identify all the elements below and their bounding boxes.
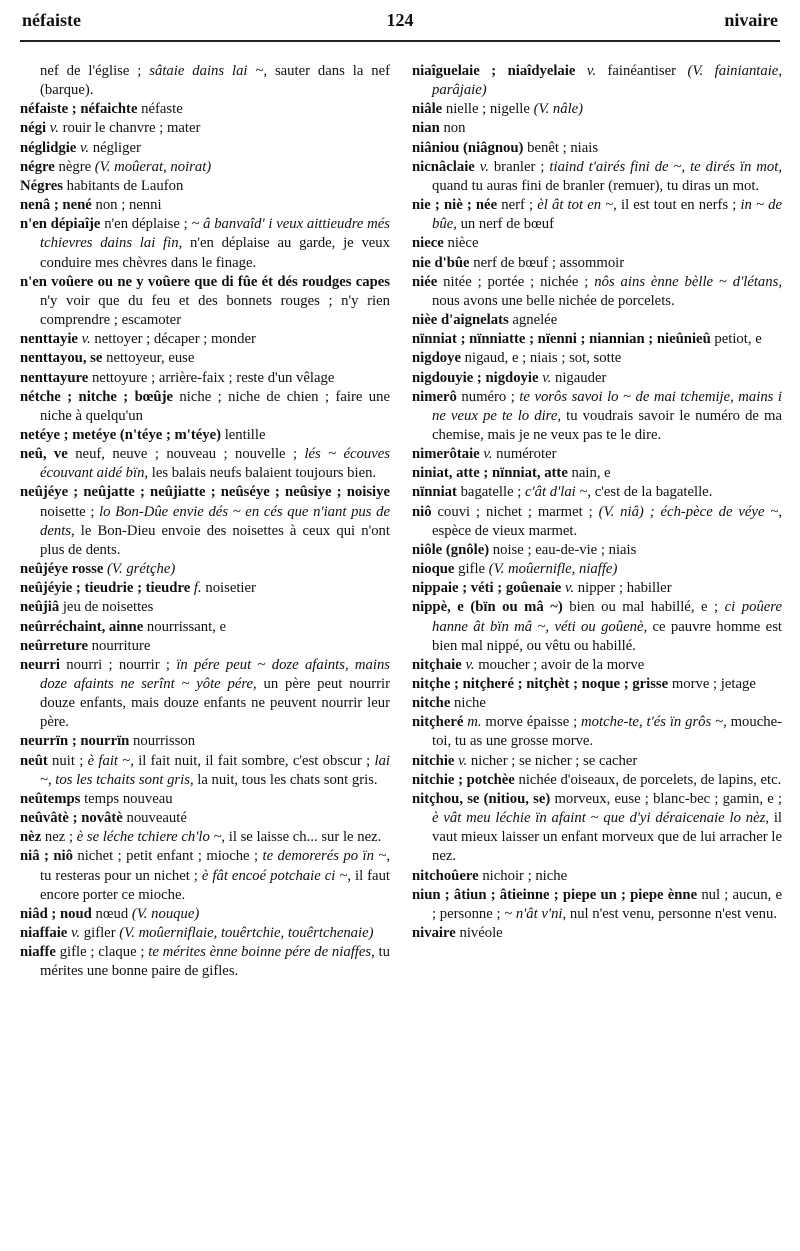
headword: nitçhou, se (nitiou, se)	[412, 790, 551, 807]
definition-text: gifle	[454, 561, 489, 578]
example-text: (V. moûerniflе, niaffe)	[488, 561, 618, 578]
definition-text: , un nerf de bœuf	[453, 216, 554, 233]
definition-text	[575, 63, 587, 79]
definition-text: nez ;	[41, 829, 77, 846]
dictionary-entry	[412, 119, 782, 138]
example-text: f.	[193, 580, 202, 597]
example-text: ~ n'ât v'ni	[504, 905, 563, 922]
headword: nitçhe ; nitçheré ; nitçhèt ; noque ; grisse	[412, 676, 669, 692]
dictionary-entry	[20, 330, 390, 349]
definition-text: morve ; jetage	[668, 676, 756, 692]
dictionary-entry	[412, 234, 782, 253]
definition-text: , nous avons une belle nichée de porcelets.	[432, 273, 783, 309]
headword: netéye ; metéye (n'téye ; m'téye)	[20, 426, 222, 443]
definition-text: nourriture	[87, 637, 151, 654]
example-text: v.	[49, 120, 59, 137]
headword: neû, ve	[20, 446, 68, 463]
example-text: v.	[71, 925, 81, 942]
example-text: lai ~, tos les tchaits sont gris	[40, 752, 390, 788]
dictionary-entry	[412, 445, 782, 464]
definition-text: habitants de Laufon	[62, 177, 184, 194]
headword: niée	[412, 273, 438, 290]
definition-text: noise ; eau-de-vie ; niais	[489, 541, 637, 558]
definition-text: , il se laisse ch... sur le nez.	[221, 829, 382, 846]
headword: niôle (gnôle)	[412, 541, 490, 558]
dictionary-entry	[20, 139, 390, 158]
example-text: è se léche tchiere ch'lo ~	[76, 829, 222, 846]
dictionary-entry	[412, 924, 782, 943]
definition-text: nerf de bœuf ; assommoir	[469, 254, 625, 271]
definition-text: nœud	[91, 905, 132, 922]
definition-text: gifle ; claque ;	[55, 944, 149, 961]
example-text: v.	[458, 752, 468, 769]
headword: neûtemps	[20, 790, 81, 807]
headword: neûjéye ; neûjatte ; neûjiatte ; neûséye ; neûsiye ; noisiye	[20, 484, 390, 501]
dictionary-entry	[20, 426, 390, 445]
definition-text: rouir le chanvre ; mater	[58, 120, 201, 137]
dictionary-entry	[412, 273, 782, 311]
definition-text: nerf ;	[497, 197, 538, 214]
definition-text: niche	[450, 695, 486, 712]
page-number: 124	[386, 10, 414, 30]
headword: nian	[412, 120, 440, 137]
definition-text: numéroter	[492, 446, 557, 463]
definition-text: nipper ; habiller	[574, 580, 672, 597]
definition-text: nigaud, e ; niais ; sot, sotte	[460, 350, 622, 367]
dictionary-entry	[412, 598, 782, 655]
definition-text: , mouche-toi, tu as une grosse morve.	[432, 714, 782, 750]
definition-text: noisetier	[201, 580, 256, 597]
definition-text: n'y voir que du feu et des bonnets rouges ; n'y rien comprendre ; escamoter	[40, 292, 390, 329]
dictionary-entry	[20, 196, 390, 215]
dictionary-entry	[20, 637, 390, 656]
definition-text: nièce	[443, 235, 479, 252]
headword: niâd ; noud	[20, 905, 92, 922]
definition-text: noisette ;	[40, 503, 100, 520]
definition-text: n'en déplaise ;	[100, 216, 192, 233]
definition-text: , sauter dans la nef (barque).	[40, 63, 390, 99]
example-text: v.	[465, 656, 475, 673]
headword: nitchie ; potchèe	[412, 771, 515, 788]
definition-text: nettoyure ; arrière-faix ; reste d'un vêlage	[88, 369, 335, 386]
headword: n'en voûere ou ne y voûere que di fûe ét dés roudges capes	[20, 273, 390, 290]
definition-text: nichée d'oiseaux, de porcelets, de lapins, etc.	[514, 771, 782, 788]
headword: nimerôtaie	[412, 446, 480, 463]
dictionary-entry	[412, 388, 782, 445]
definition-text: nichet ; petit enfant ; mioche ;	[72, 848, 263, 865]
example-text: v.	[79, 139, 90, 156]
definition-text: agnelée	[508, 312, 558, 329]
right-column	[412, 62, 782, 943]
headword: nippè, e (bïn ou mâ ~)	[412, 599, 563, 616]
example-text: lo Bon-Dûe envie dés ~ en cés que n'iant pus de dents	[40, 503, 391, 539]
headword: niâniou (niâgnou)	[412, 139, 524, 156]
headword: néglidgie	[20, 139, 77, 156]
headword: nenttayure	[20, 369, 89, 386]
headword: nie d'bûe	[412, 254, 470, 271]
dictionary-entry	[412, 369, 782, 388]
example-text: te demorerés po ïn ~	[262, 848, 387, 865]
headword: nitche	[412, 695, 451, 712]
example-text: te mérites ènne boinne pére de niaffes	[148, 944, 372, 961]
dictionary-entry	[412, 675, 782, 694]
dictionary-entry	[412, 656, 782, 675]
dictionary-entry	[20, 119, 390, 138]
definition-text: non ; nenni	[91, 197, 162, 214]
example-text: te vorôs savoi lo ~ de mai tchemije, mains i ne veux pe te lo dire	[432, 388, 782, 424]
definition-text: négliger	[89, 139, 141, 156]
definition-text: , un père peut nourrir douze enfants, mais douze enfants ne peuvent nourrir leur père.	[40, 676, 390, 731]
dictionary-entry	[20, 560, 390, 579]
headword: nioque	[412, 561, 455, 578]
example-text: (V. nâle)	[533, 101, 584, 118]
definition-text: lentille	[221, 426, 266, 443]
headword: niô	[412, 503, 432, 520]
headword: Négres	[20, 177, 63, 194]
definition-text: niche ; niche de chien ; faire une niche à quelqu'un	[40, 388, 390, 424]
definition-text: petiot, e	[710, 331, 762, 348]
definition-text: , le Bon-Dieu envoie des noisettes à ceux qui n'ont plus de dents.	[40, 522, 390, 558]
dictionary-entry	[412, 694, 782, 713]
example-text: è vât meu léchie ïn afaint ~ que d'yi déraicenaie lo nèz	[432, 810, 766, 827]
dictionary-entry	[412, 330, 782, 349]
dictionary-entry	[412, 62, 782, 100]
definition-text: nicher ; se nicher ; se cacher	[467, 752, 638, 769]
definition-text: nourri ; nourrir ;	[59, 656, 177, 673]
definition-text: nettoyer ; décaper ; monder	[90, 331, 256, 348]
dictionary-entry	[412, 349, 782, 368]
headword: neûjéyie ; tieudrie ; tieudre	[20, 580, 191, 597]
definition-text: jeu de noisettes	[59, 599, 154, 616]
definition-text: , les balais neufs balaient toujours bien.	[144, 465, 377, 482]
dictionary-entry	[20, 905, 390, 924]
dictionary-entry	[20, 790, 390, 809]
definition-text: , c'est de la bagatelle.	[587, 484, 713, 501]
dictionary-entry	[20, 445, 390, 483]
example-text: v.	[586, 63, 596, 79]
running-header	[22, 10, 778, 36]
example-text: v.	[81, 331, 91, 348]
definition-text: morveux, euse ; blanc-bec ; gamin, e ;	[550, 790, 782, 807]
example-text: in ~ de bûe	[432, 197, 782, 233]
example-text: tiaind t'airés fini de ~, te dirés ïn mot	[549, 158, 779, 175]
dictionary-entry	[20, 579, 390, 598]
headword: nimerô	[412, 388, 457, 405]
definition-text: , il vaut mieux laisser un enfant morveux que de lui arracher le nez.	[432, 810, 782, 865]
headword: niniat, atte ; nïnniat, atte	[412, 465, 568, 482]
example-text: v.	[483, 446, 493, 463]
example-text: (V. fainiantaie, parâjaie)	[432, 63, 782, 99]
definition-text: nourrisson	[129, 733, 196, 750]
dictionary-entry	[412, 886, 782, 924]
example-text: motche-te, t'és ïn grôs ~	[581, 714, 724, 731]
headword: négi	[20, 120, 47, 137]
headword: nigdouyie ; nigdoyie	[412, 369, 539, 386]
headword: nitçheré	[412, 714, 464, 731]
headword: nenttayou, se	[20, 350, 103, 367]
definition-text: bagatelle ;	[456, 484, 526, 501]
dictionary-entry	[412, 158, 782, 196]
headword: nenttayie	[20, 331, 78, 348]
example-text: è fait ~	[87, 752, 131, 769]
definition-text: , tu resteras pour un nichet ;	[40, 848, 390, 884]
headword: nitçhaie	[412, 656, 462, 673]
dictionary-entry	[20, 943, 390, 981]
dictionary-entry	[20, 924, 390, 943]
dictionary-entry	[20, 215, 390, 272]
definition-text: temps nouveau	[80, 790, 173, 807]
dictionary-entry	[412, 752, 782, 771]
headword: niun ; âtiun ; âtieinne ; piepe un ; piepe ènne	[412, 886, 698, 903]
dictionary-entry	[20, 828, 390, 847]
guide-word-left: néfaiste	[22, 10, 81, 30]
definition-text: morve épaisse ;	[481, 714, 582, 731]
headword: nitchoûere	[412, 867, 479, 884]
example-text: sâtaie dains lai ~	[149, 63, 264, 79]
headword: neurri	[20, 656, 60, 673]
definition-text: nul ; aucun, e ; personne ;	[432, 886, 783, 922]
definition-text: nettoyeur, euse	[102, 350, 195, 367]
dictionary-entry	[20, 483, 390, 560]
definition-text: , il est tout en nerfs ;	[613, 197, 741, 214]
definition-text: branler ;	[488, 158, 550, 175]
header-rule	[20, 40, 780, 42]
dictionary-entry	[20, 809, 390, 828]
dictionary-entry	[412, 867, 782, 886]
example-text: (V. nouque)	[131, 905, 200, 922]
example-text: ci poûere hanne ât bïn mâ ~, véti ou goûenè	[432, 599, 782, 635]
dictionary-entry	[20, 847, 390, 904]
headword: nicnâclaie	[412, 158, 475, 175]
definition-text: numéro ;	[456, 388, 520, 405]
dictionary-entry	[412, 713, 782, 751]
definition-text: , la nuit, tous les chats sont gris.	[189, 771, 378, 788]
example-text: è fât encoé potchaie ci ~	[201, 867, 348, 884]
example-text: v.	[542, 369, 552, 386]
definition-text: , tu voudrais savoir le numéro de ma chemise, mais je ne veux pas te le dire.	[432, 407, 782, 443]
example-text: m.	[467, 714, 482, 731]
dictionary-entry	[412, 196, 782, 234]
example-text: v.	[479, 158, 489, 175]
example-text: v.	[565, 580, 575, 597]
headword: niâle	[412, 101, 443, 118]
dictionary-entry	[412, 579, 782, 598]
dictionary-entry	[412, 254, 782, 273]
entry-continuation	[20, 62, 390, 100]
dictionary-entry	[412, 560, 782, 579]
headword: nïnniat ; nïnniatte ; nïenni ; niannian ; nieûnieû	[412, 331, 711, 348]
dictionary-entry	[20, 618, 390, 637]
headword: nie ; niè ; née	[412, 197, 498, 214]
definition-text: nichoir ; niche	[478, 867, 568, 884]
definition-text: nain, e	[567, 465, 611, 482]
dictionary-entry	[20, 656, 390, 733]
example-text: lés ~ écouves écouvant aidé bïn	[40, 446, 390, 482]
definition-text: , ce pauvre homme est bien mal nippé, ou vêtu ou habillé.	[432, 618, 782, 654]
definition-text: nouveauté	[122, 810, 187, 827]
headword: nèz	[20, 829, 42, 846]
dictionary-entry	[20, 177, 390, 196]
dictionary-entry	[412, 483, 782, 502]
guide-word-right: nivaire	[724, 10, 778, 30]
example-text: c'ât d'lai ~	[525, 484, 588, 501]
headword: négre	[20, 158, 55, 175]
definition-text: nivéole	[455, 925, 503, 942]
definition-text: couvi ; nichet ; marmet ;	[431, 503, 599, 520]
headword: nitchie	[412, 752, 455, 769]
example-text: (V. moûerniflaie, touêrtchie, touêrtchenaie)	[119, 925, 374, 942]
headword: niaffe	[20, 944, 56, 961]
headword: nïnniat	[412, 484, 457, 501]
definition-text: neuf, neuve ; nouveau ; nouvelle ;	[67, 446, 305, 463]
dictionary-entry	[412, 541, 782, 560]
definition-text: , tu mérites une bonne paire de gifles.	[40, 944, 390, 980]
headword: nétche ; nitche ; bœûje	[20, 388, 173, 405]
definition-text: nitée ; portée ; nichée ;	[437, 273, 595, 290]
definition-text: nigauder	[551, 369, 607, 386]
dictionary-entry	[20, 388, 390, 426]
definition-text: néfaste	[137, 101, 183, 118]
definition-text: nuit ;	[47, 752, 88, 769]
dictionary-entry	[20, 100, 390, 119]
headword: neûrréchaint, ainne	[20, 618, 144, 635]
headword: nenâ ; nené	[20, 197, 92, 214]
headword: neurrïn ; nourrïn	[20, 733, 130, 750]
headword: niaîguelaie ; niaîdyelaie	[412, 63, 576, 79]
example-text: (V. niâ) ; éch-pèce de véye ~	[598, 503, 779, 520]
definition-text: nourrissant, e	[143, 618, 227, 635]
headword: nippaie ; véti ; goûenaie	[412, 580, 562, 597]
definition-text: benêt ; niais	[523, 139, 599, 156]
headword: nivaire	[412, 925, 456, 942]
definition-text: gifler	[80, 925, 120, 942]
dictionary-entry	[20, 369, 390, 388]
headword: neûjiâ	[20, 599, 60, 616]
dictionary-entry	[412, 139, 782, 158]
example-text: nôs ains ènne bèlle ~ d'létans	[594, 273, 779, 290]
definition-text: nègre	[54, 158, 95, 175]
dictionary-entry	[412, 100, 782, 119]
dictionary-entry	[412, 464, 782, 483]
headword: niaffaie	[20, 925, 68, 942]
definition-text: non	[439, 120, 466, 137]
headword: néfaiste ; néfaichte	[20, 101, 138, 118]
example-text: ïn pére peut ~ doze afaints, mains doze afaints ne serînt ~ yôte pére	[40, 656, 391, 692]
dictionary-entry	[20, 732, 390, 751]
headword: neûrreture	[20, 637, 88, 654]
headword: nigdoye	[412, 350, 461, 367]
definition-text: bien ou mal habillé, e ;	[562, 599, 725, 616]
example-text: ~ â banvaîd' i veux aittieudre més tchievres dains lai fin	[40, 216, 390, 252]
dictionary-entry	[20, 273, 390, 330]
dictionary-entry	[412, 503, 782, 541]
headword: niâ ; niô	[20, 848, 73, 865]
example-text: (V. moûerat, noirat)	[94, 158, 212, 175]
headword: neûjéye rosse	[20, 561, 104, 578]
dictionary-entry	[20, 598, 390, 617]
definition-text: , il fait nuit, il fait sombre, c'est obscur ;	[130, 752, 375, 769]
headword: n'en dépiaîje	[20, 216, 101, 233]
dictionary-entry	[20, 349, 390, 368]
definition-text: , quand tu auras fini de branler (remuer), tu diras un mot.	[432, 158, 783, 194]
definition-text: fainéantiser	[596, 63, 688, 79]
definition-text: moucher ; avoir de la morve	[474, 656, 645, 673]
headword: neûvâtè ; novâtè	[20, 810, 123, 827]
dictionary-entry	[412, 311, 782, 330]
dictionary-entry	[20, 158, 390, 177]
definition-text: nef de l'église ;	[40, 63, 150, 79]
dictionary-entry	[412, 771, 782, 790]
dictionary-entry	[412, 790, 782, 867]
headword: niece	[412, 235, 444, 252]
left-column	[20, 62, 390, 982]
definition-text: , n'en déplaise au garde, je veux conduire mes chèvres dans le finage.	[40, 235, 390, 271]
dictionary-entry	[20, 752, 390, 790]
headword: nièe d'aignelats	[412, 312, 509, 329]
definition-text: , il faut encore porter ce mioche.	[40, 867, 390, 903]
example-text: (V. grétçhe)	[107, 561, 176, 578]
definition-text: , nul n'est venu, personne n'est venu.	[562, 905, 778, 922]
definition-text: nielle ; nigelle	[442, 101, 534, 118]
example-text: èl ât tot en ~	[537, 197, 614, 214]
headword: neût	[20, 752, 48, 769]
definition-text: , espèce de vieux marmet.	[432, 503, 783, 539]
